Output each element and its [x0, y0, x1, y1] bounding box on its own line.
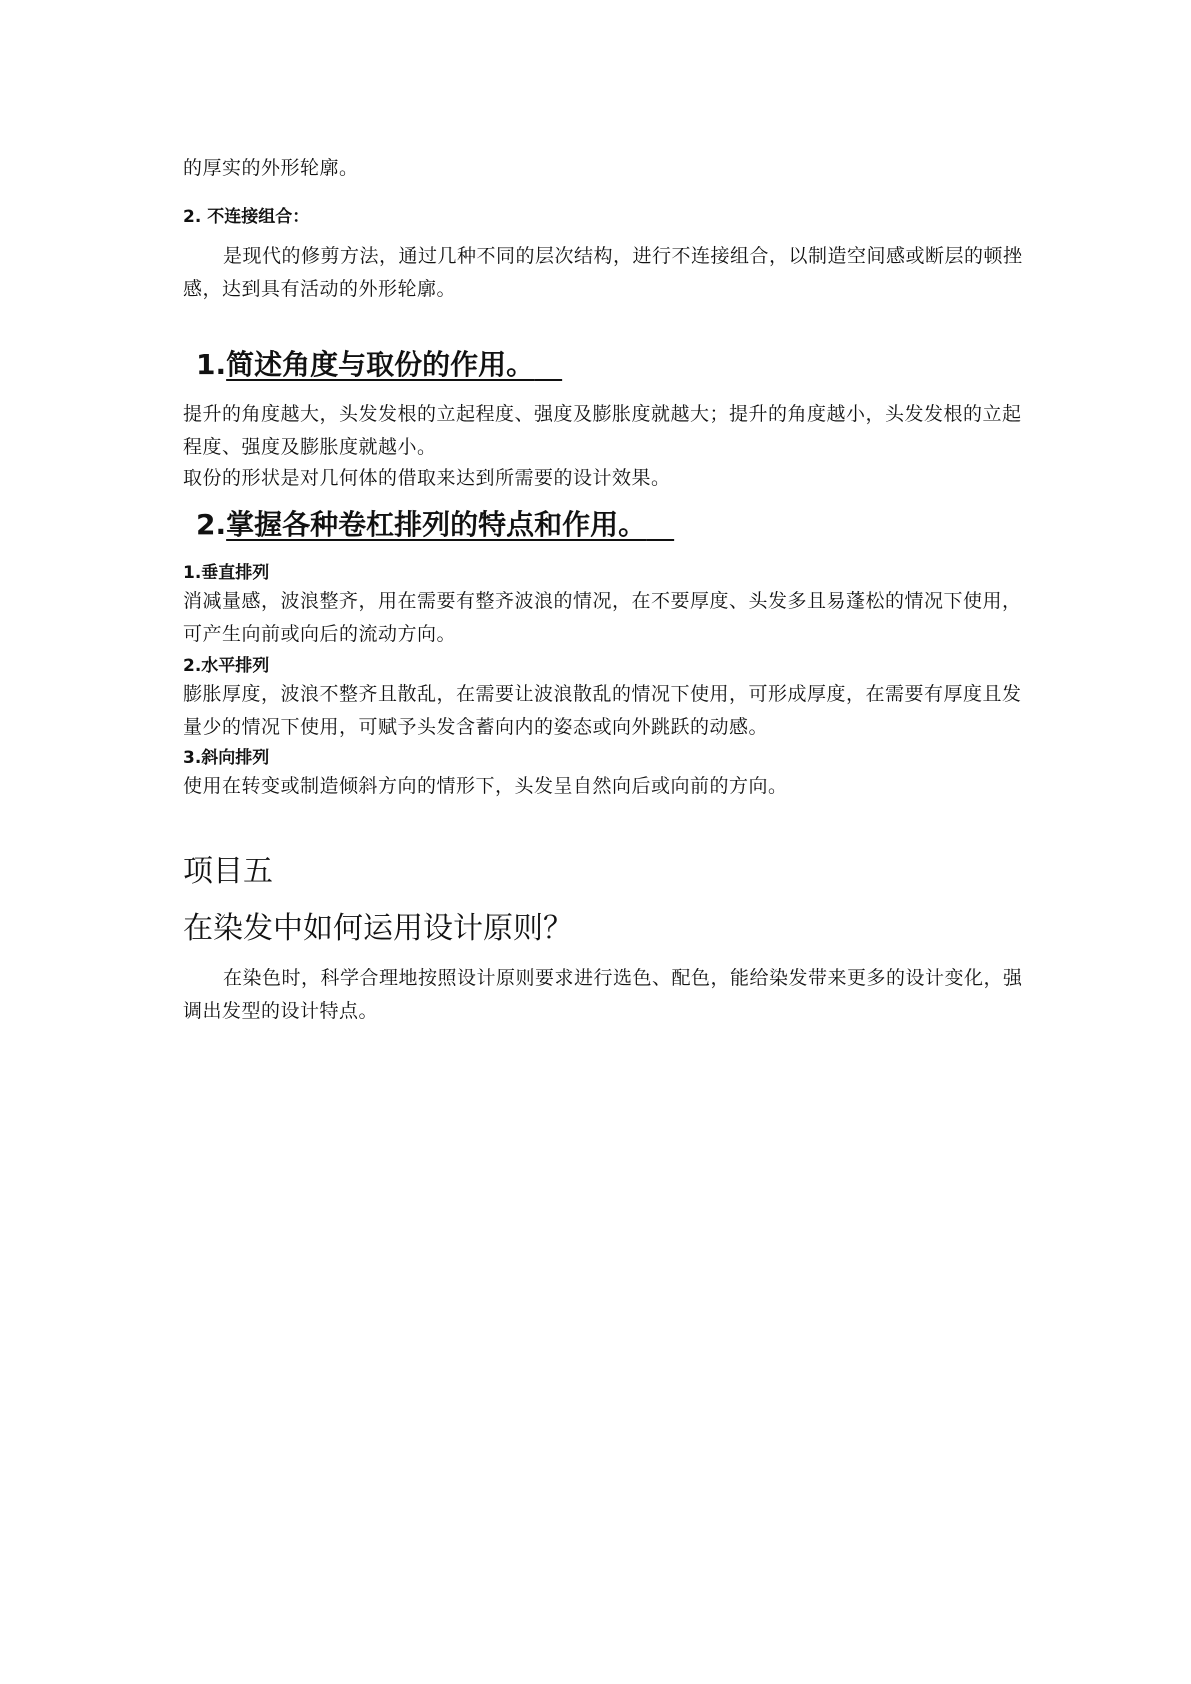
vertical-arrangement-text: 消减量感，波浪整齐，用在需要有整齐波浪的情况，在不要厚度、头发多且易蓬松的情况下使用，可产生向前或向后的流动方向。: [183, 590, 1022, 645]
question-2-underline-tail: [646, 508, 674, 541]
question-1-underline-tail: [534, 348, 562, 381]
project-title: 项目五: [183, 854, 273, 889]
question-1-paragraph-1: 提升的角度越大，头发发根的立起程度、强度及膨胀度就越大；提升的角度越小，头发发根的立起程度、强度及膨胀度就越小。: [183, 403, 1022, 458]
diagonal-arrangement-text: 使用在转变或制造倾斜方向的情形下，头发呈自然向后或向前的方向。: [183, 775, 788, 797]
question-1-paragraph-2: 取份的形状是对几何体的借取来达到所需要的设计效果。: [183, 467, 671, 489]
intro-end-paragraph: 的厚实的外形轮廓。: [183, 157, 359, 179]
question-3-paragraph: 在染色时，科学合理地按照设计原则要求进行选色、配色，能给染发带来更多的设计变化，强调出发型的设计特点。: [183, 967, 1023, 1022]
vertical-arrangement-heading: 1.垂直排列: [183, 563, 270, 583]
question-3-title: 在染发中如何运用设计原则？: [183, 911, 573, 946]
diagonal-arrangement-heading: 3.斜向排列: [183, 748, 270, 768]
question-2-number: 2.: [196, 508, 227, 541]
disconnected-heading: 2. 不连接组合：: [183, 207, 310, 227]
disconnected-paragraph: 是现代的修剪方法，通过几种不同的层次结构，进行不连接组合，以制造空间感或断层的顿挫感，达到具有活动的外形轮廓。: [183, 245, 1023, 300]
horizontal-arrangement-text: 膨胀厚度，波浪不整齐且散乱，在需要让波浪散乱的情况下使用，可形成厚度，在需要有厚度且发量少的情况下使用，可赋予头发含蓄向内的姿态或向外跳跃的动感。: [183, 683, 1022, 738]
question-1-heading: [196, 345, 1036, 385]
horizontal-arrangement-heading: 2.水平排列: [183, 656, 270, 676]
question-2-heading: [196, 505, 1036, 545]
question-2-title: 掌握各种卷杠排列的特点和作用。: [226, 508, 647, 541]
question-1-number: 1.: [196, 348, 227, 381]
question-1-title: 简述角度与取份的作用。: [226, 348, 535, 381]
